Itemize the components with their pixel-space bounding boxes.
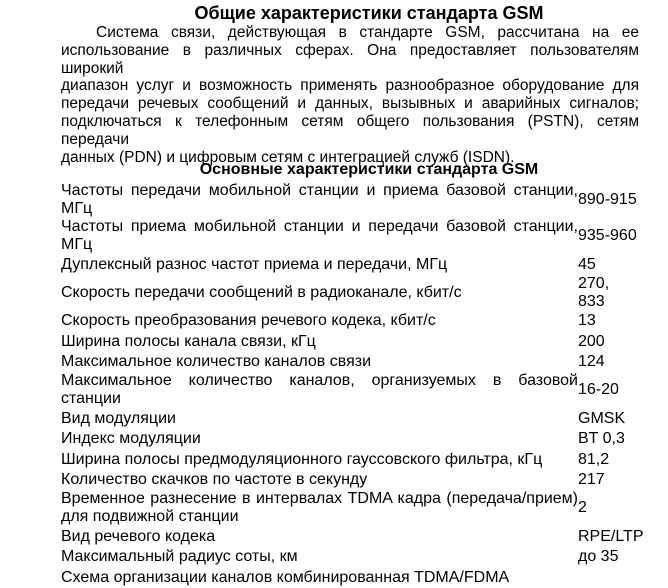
row-label: Индекс модуляции (61, 430, 201, 448)
table-row (61, 352, 639, 373)
table-row (61, 254, 639, 275)
intro-paragraph (61, 24, 639, 166)
row-label: Количество скачков по частоте в секунду (61, 471, 368, 489)
row-value: 16-20 (578, 381, 619, 399)
intro-line: диапазон услуг и возможность применять разнообразное оборудование для (61, 77, 639, 95)
row-value: 45 (578, 255, 596, 273)
row-value: 890-915 (578, 191, 637, 209)
row-label: Дуплексный разнос частот приема и передачи, МГц (61, 255, 448, 273)
table-row (61, 372, 639, 408)
table-row (61, 547, 639, 568)
page-title: Общие характеристики стандарта GSM (194, 3, 544, 23)
row-label: Скорость преобразования речевого кодека, кбит/с (61, 312, 436, 330)
intro-line: передачи речевых сообщений и данных, вызывных и аварийных сигналов; (61, 95, 639, 113)
row-value: 13 (578, 312, 596, 330)
table-row (61, 526, 644, 547)
intro-line: Система связи, действующая в стандарте GSM, рассчитана на ее (96, 24, 639, 41)
row-label: Частоты передачи мобильной станции и приема базовой станции, МГц (61, 182, 578, 218)
row-label: Ширина полосы канала связи, кГц (61, 332, 316, 350)
row-value: 935-960 (578, 227, 637, 245)
row-value: 270, 833 (578, 274, 610, 310)
row-label: Временное разнесение в интервалах TDMA кадра (передача/прием) для подвижной станции (61, 490, 578, 526)
row-label: Ширина полосы предмодуляционного гауссовского фильтра, кГц (61, 450, 543, 468)
row-value: RPE/LTP (578, 527, 644, 545)
table-row (61, 331, 639, 352)
table-row (61, 449, 639, 470)
table-row (61, 567, 639, 588)
row-value: BT 0,3 (578, 430, 625, 448)
table-row (61, 275, 639, 311)
row-label: Вид модуляции (61, 409, 176, 427)
row-label: Максимальное количество каналов связи (61, 353, 371, 371)
table-row (61, 182, 639, 218)
row-value: 200 (578, 332, 605, 350)
table-row (61, 490, 639, 526)
row-value: 124 (578, 353, 605, 371)
row-value: 2 (578, 499, 587, 517)
row-label: Максимальное количество каналов, организуемых в базовой станции (61, 372, 578, 408)
row-label: Скорость передачи сообщений в радиоканале, кбит/с (61, 283, 462, 301)
table-row (61, 470, 639, 491)
section-subtitle: Основные характеристики стандарта GSM (199, 161, 539, 179)
row-value: до 35 (578, 548, 619, 566)
row-value: 81,2 (578, 450, 610, 468)
row-value: GMSK (578, 409, 626, 427)
row-label: Частоты приема мобильной станции и передачи базовой станции, МГц (61, 218, 578, 254)
intro-line: использование в различных сферах. Она предоставляет пользователям широкий (61, 41, 639, 77)
intro-line: данных (PDN) и цифровым сетям с интеграцией служб (ISDN). (61, 148, 515, 166)
table-row (61, 408, 639, 429)
row-label: Вид речевого кодека (61, 527, 216, 545)
row-label: Максимальный радиус соты, км (61, 548, 298, 566)
table-row (61, 311, 639, 332)
row-value: 217 (578, 471, 605, 489)
intro-line: подключаться к телефонным сетям общего пользования (PSTN), сетям передачи (61, 112, 639, 148)
row-label: Схема организации каналов комбинированная TDMA/FDMA (61, 568, 510, 586)
table-row (61, 429, 639, 450)
table-row (61, 218, 639, 254)
characteristics-table (61, 182, 644, 588)
